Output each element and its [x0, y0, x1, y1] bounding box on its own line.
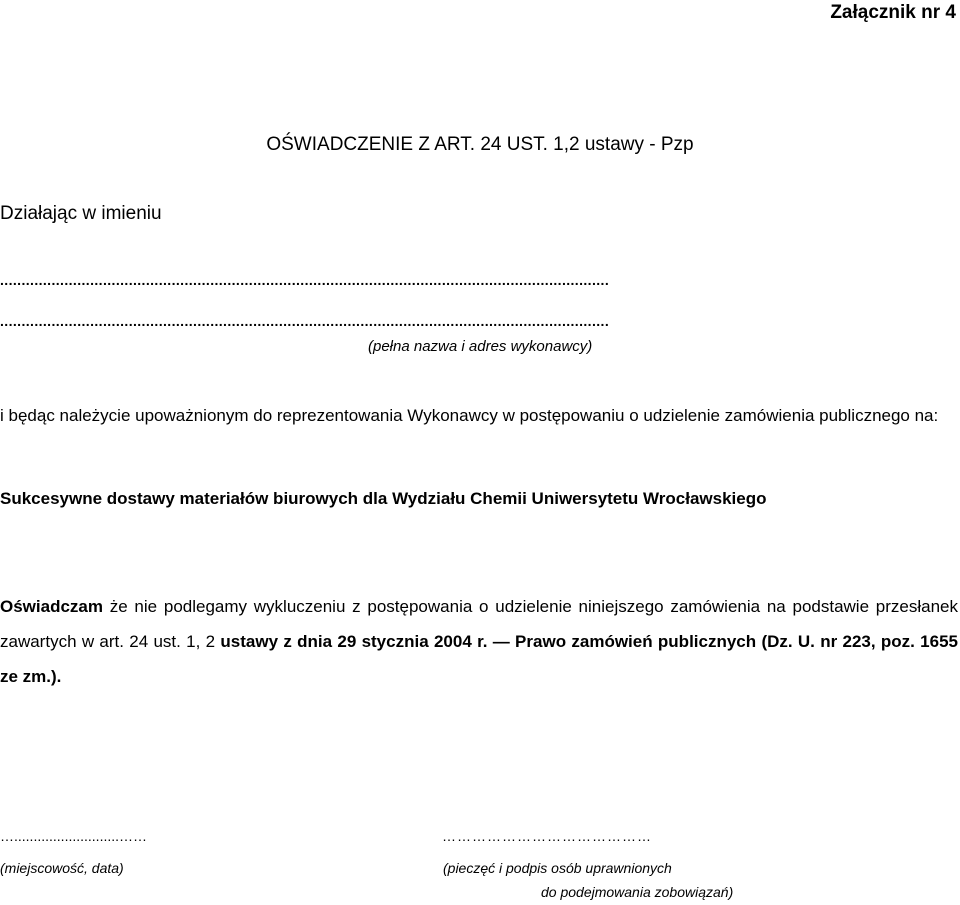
acting-on-behalf-label: Działając w imieniu [0, 203, 162, 224]
authorization-paragraph: i będąc należycie upoważnionym do reprezentowania Wykonawcy w postępowaniu o udzielenie zamówienia publicznego na: [0, 406, 939, 425]
signature-line: …………………………………… [442, 828, 652, 844]
declaration-legal-reference: ustawy z dnia 29 stycznia 2004 r. — Prawo zamówień publicznych (Dz. U. nr 223, poz. 1655 ze zm.). [0, 632, 958, 686]
place-date-caption: (miejscowość, data) [0, 860, 124, 876]
declaration-paragraph [0, 589, 958, 694]
declaration-lead: Oświadczam [0, 597, 103, 616]
annex-label: Załącznik nr 4 [830, 2, 956, 23]
declaration-body: że nie podlegamy wykluczeniu z postępowania o udzielenie niniejszego zamówienia na podstawie przesłanek zawartych w art. 24 ust. 1, 2 [0, 597, 958, 651]
contractor-address-line: .............................................................................................................................................. [0, 313, 610, 329]
signature-caption-line1: (pieczęć i podpis osób uprawnionych [443, 860, 672, 876]
procurement-subject: Sukcesywne dostawy materiałów biurowych dla Wydziału Chemii Uniwersytetu Wrocławskiego [0, 489, 767, 508]
signature-caption-line2: do podejmowania zobowiązań) [541, 884, 734, 900]
document-title: OŚWIADCZENIE Z ART. 24 UST. 1,2 ustawy - Pzp [266, 134, 694, 155]
contractor-name-line: .............................................................................................................................................. [0, 272, 610, 288]
place-date-line: …...........................…… [0, 828, 148, 844]
contractor-caption: (pełna nazwa i adres wykonawcy) [368, 338, 593, 355]
